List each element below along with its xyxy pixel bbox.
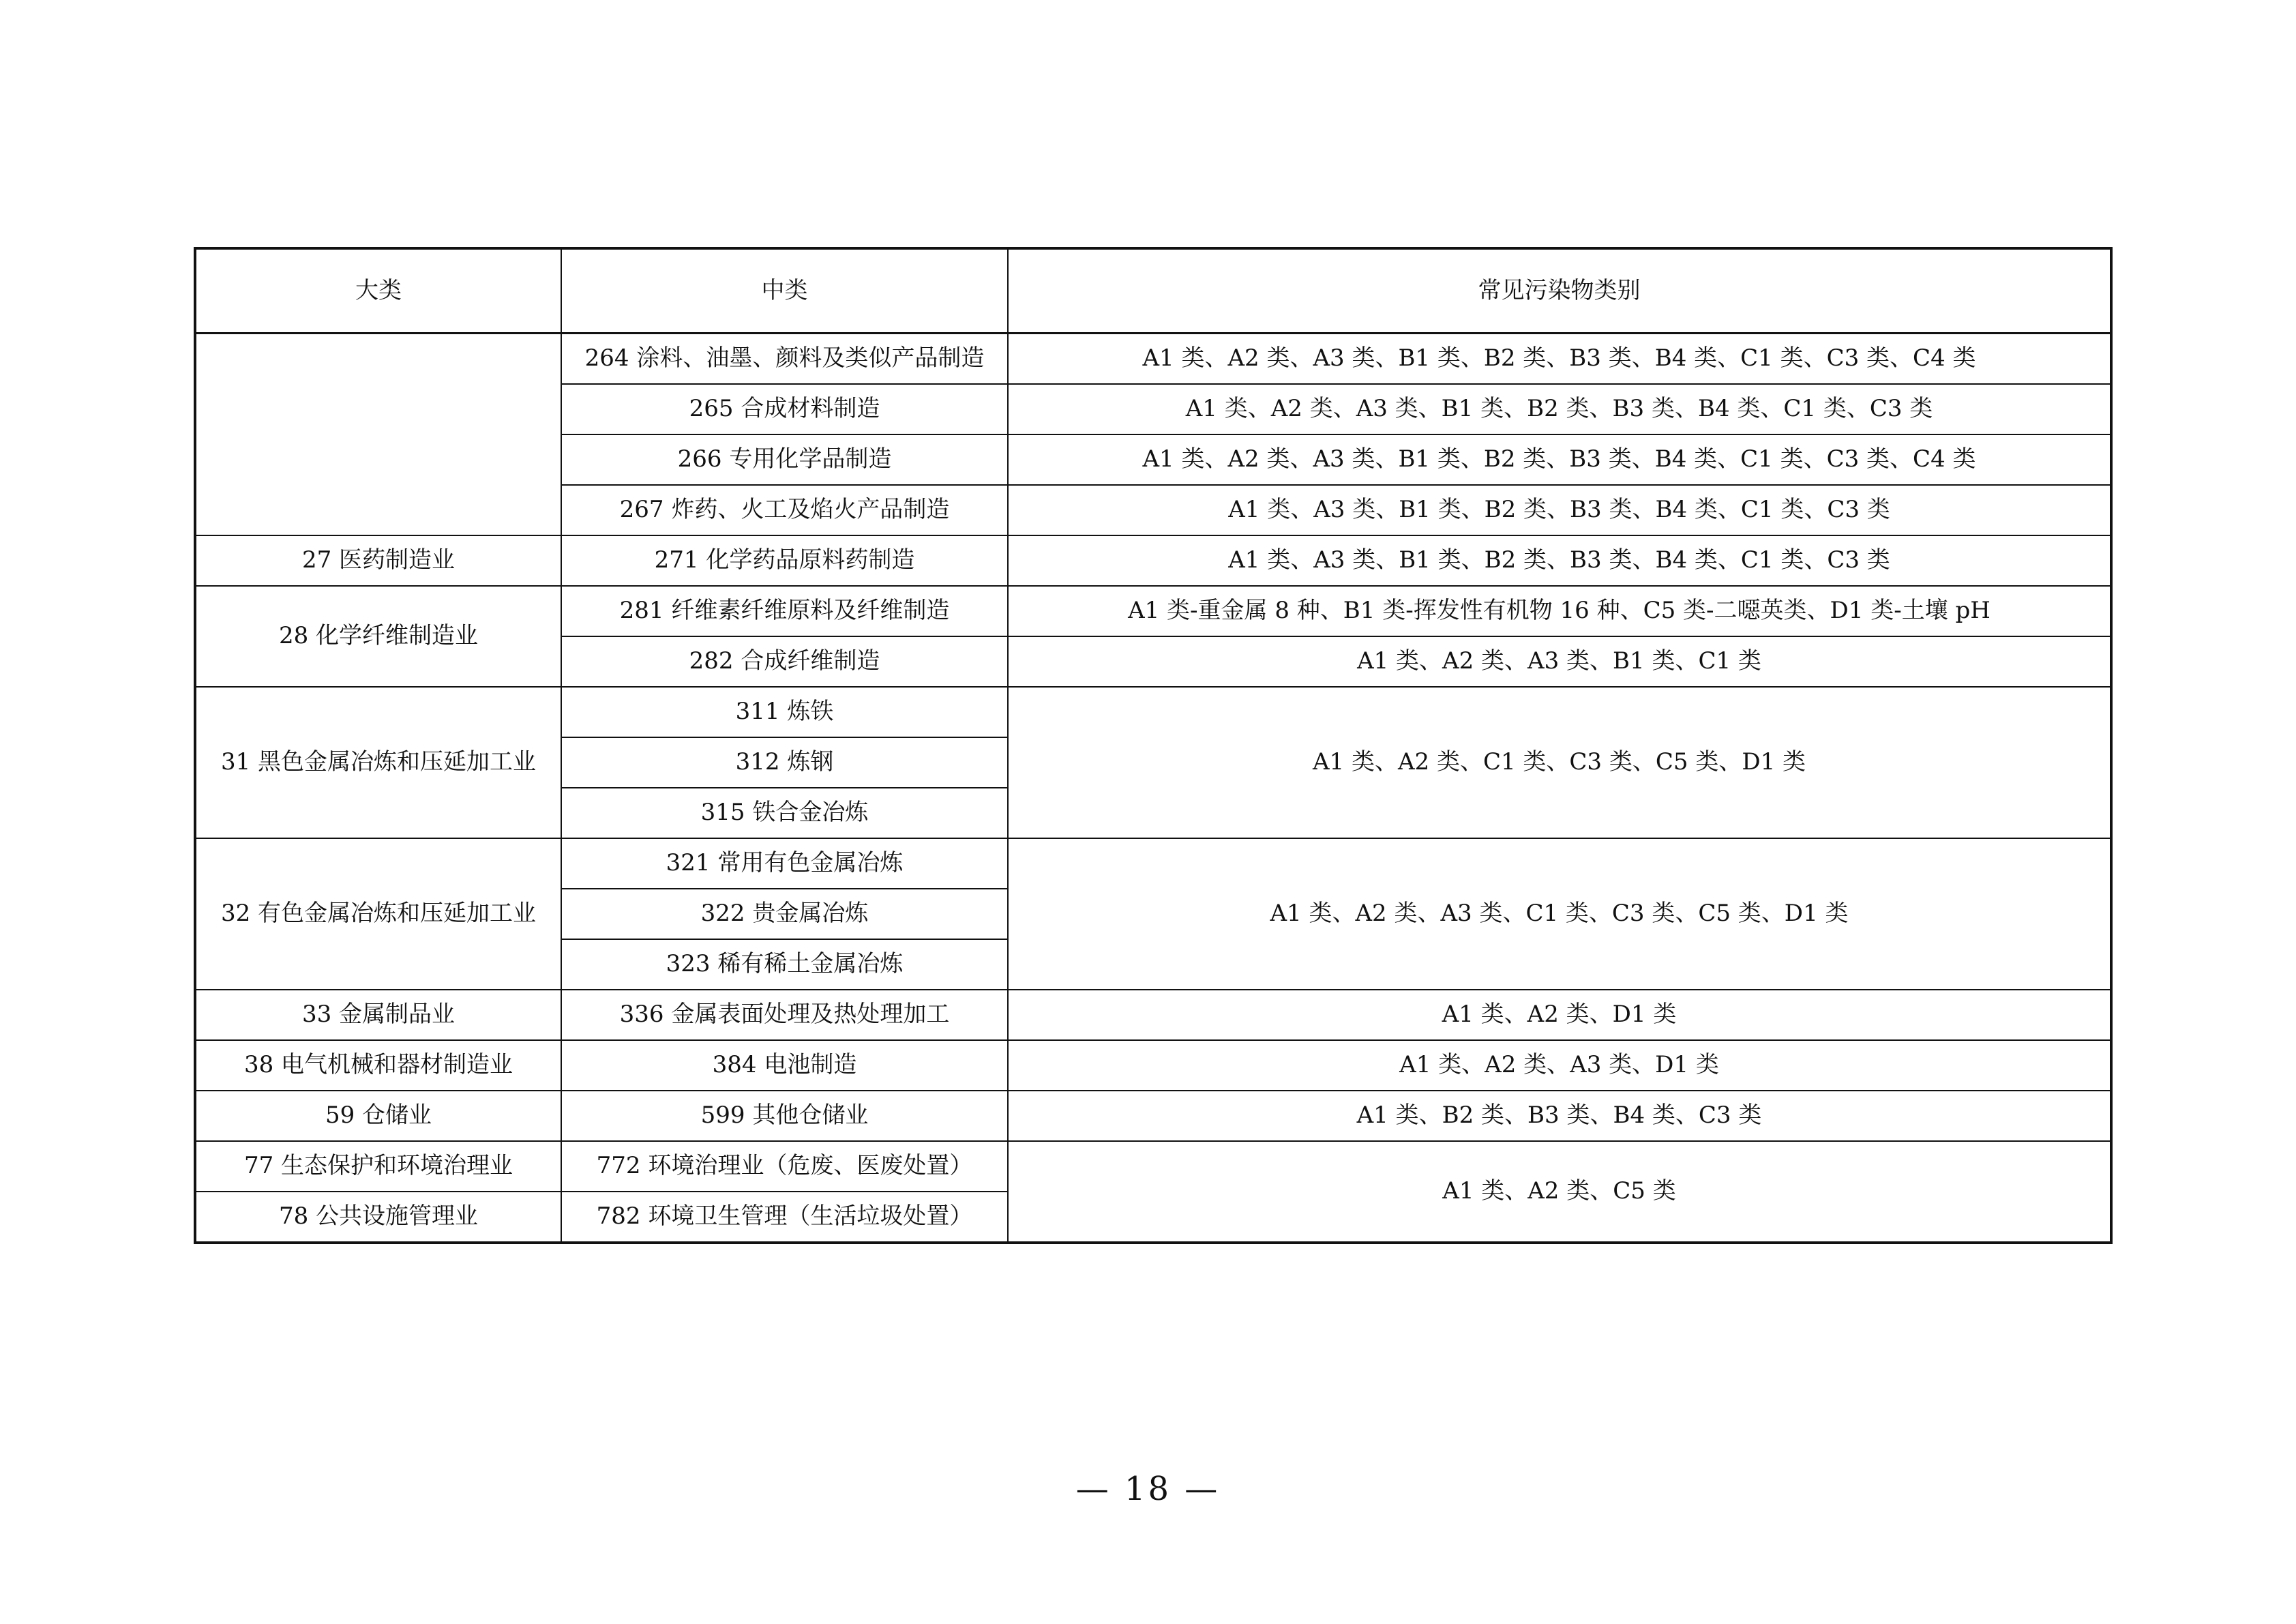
table-row [195, 838, 2111, 889]
pollutant-cell: A1 类、A2 类、C5 类 [1008, 1141, 2111, 1243]
header-major-category: 大类 [195, 248, 561, 334]
table-header-row [195, 248, 2111, 334]
mid-category-cell: 266 专用化学品制造 [561, 434, 1008, 485]
mid-category-cell: 384 电池制造 [561, 1040, 1008, 1091]
major-category-cell: 38 电气机械和器材制造业 [195, 1040, 561, 1091]
table-row [195, 687, 2111, 737]
mid-category-cell: 323 稀有稀土金属冶炼 [561, 939, 1008, 990]
table-row [195, 1091, 2111, 1141]
mid-category-cell: 336 金属表面处理及热处理加工 [561, 990, 1008, 1040]
mid-category-cell: 267 炸药、火工及焰火产品制造 [561, 485, 1008, 535]
mid-category-cell: 264 涂料、油墨、颜料及类似产品制造 [561, 334, 1008, 385]
header-pollutant-category: 常见污染物类别 [1008, 248, 2111, 334]
major-category-cell: 32 有色金属冶炼和压延加工业 [195, 838, 561, 990]
mid-category-cell: 281 纤维素纤维原料及纤维制造 [561, 586, 1008, 636]
table-row [195, 535, 2111, 586]
mid-category-cell: 321 常用有色金属冶炼 [561, 838, 1008, 889]
page-number: — 18 — [1075, 1470, 1221, 1508]
pollutant-cell: A1 类、A2 类、A3 类、B1 类、B2 类、B3 类、B4 类、C1 类、C3 类、C4 类 [1008, 334, 2111, 385]
major-category-cell: 27 医药制造业 [195, 535, 561, 586]
major-category-cell [195, 334, 561, 536]
mid-category-cell: 311 炼铁 [561, 687, 1008, 737]
pollutant-cell: A1 类、A2 类、A3 类、B1 类、B2 类、B3 类、B4 类、C1 类、C3 类 [1008, 384, 2111, 434]
pollutant-cell: A1 类、A2 类、A3 类、D1 类 [1008, 1040, 2111, 1091]
major-category-cell: 31 黑色金属冶炼和压延加工业 [195, 687, 561, 838]
major-category-cell: 78 公共设施管理业 [195, 1192, 561, 1243]
mid-category-cell: 599 其他仓储业 [561, 1091, 1008, 1141]
mid-category-cell: 772 环境治理业（危废、医废处置） [561, 1141, 1008, 1192]
major-category-cell: 59 仓储业 [195, 1091, 561, 1141]
table-row [195, 334, 2111, 385]
pollutant-cell: A1 类、A2 类、A3 类、C1 类、C3 类、C5 类、D1 类 [1008, 838, 2111, 990]
pollutant-cell: A1 类、A2 类、D1 类 [1008, 990, 2111, 1040]
table-row [195, 1141, 2111, 1192]
mid-category-cell: 282 合成纤维制造 [561, 636, 1008, 687]
pollutant-cell: A1 类、B2 类、B3 类、B4 类、C3 类 [1008, 1091, 2111, 1141]
pollutant-cell: A1 类、A2 类、C1 类、C3 类、C5 类、D1 类 [1008, 687, 2111, 838]
table-row [195, 586, 2111, 636]
mid-category-cell: 271 化学药品原料药制造 [561, 535, 1008, 586]
pollutant-category-table [194, 247, 2113, 1244]
major-category-cell: 77 生态保护和环境治理业 [195, 1141, 561, 1192]
table-row [195, 1040, 2111, 1091]
mid-category-cell: 322 贵金属冶炼 [561, 889, 1008, 939]
pollutant-cell: A1 类、A3 类、B1 类、B2 类、B3 类、B4 类、C1 类、C3 类 [1008, 535, 2111, 586]
pollutant-cell: A1 类、A3 类、B1 类、B2 类、B3 类、B4 类、C1 类、C3 类 [1008, 485, 2111, 535]
major-category-cell: 28 化学纤维制造业 [195, 586, 561, 687]
header-mid-category: 中类 [561, 248, 1008, 334]
pollutant-cell: A1 类、A2 类、A3 类、B1 类、C1 类 [1008, 636, 2111, 687]
major-category-cell: 33 金属制品业 [195, 990, 561, 1040]
table-row [195, 990, 2111, 1040]
mid-category-cell: 265 合成材料制造 [561, 384, 1008, 434]
mid-category-cell: 315 铁合金冶炼 [561, 788, 1008, 838]
mid-category-cell: 782 环境卫生管理（生活垃圾处置） [561, 1192, 1008, 1243]
mid-category-cell: 312 炼钢 [561, 737, 1008, 788]
pollutant-cell: A1 类-重金属 8 种、B1 类-挥发性有机物 16 种、C5 类-二噁英类、D1 类-土壤 pH [1008, 586, 2111, 636]
pollutant-cell: A1 类、A2 类、A3 类、B1 类、B2 类、B3 类、B4 类、C1 类、C3 类、C4 类 [1008, 434, 2111, 485]
